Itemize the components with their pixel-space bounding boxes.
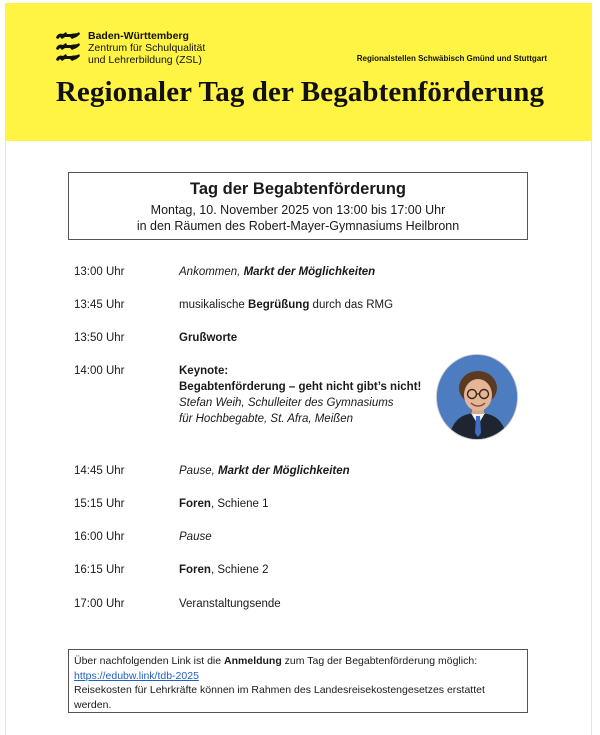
schedule-desc: [179, 297, 469, 313]
zsl-logo: [55, 30, 205, 66]
schedule-desc: [179, 496, 469, 512]
desc-part: Markt der Möglichkeiten: [243, 266, 376, 278]
org-line-1: Baden-Württemberg: [88, 30, 189, 42]
event-location: in den Räumen des Robert-Mayer-Gymnasiums Heilbronn: [136, 219, 460, 233]
schedule-time: 15:15 Uhr: [74, 498, 125, 510]
schedule-desc: Pause: [179, 531, 212, 543]
event-title: Tag der Begabtenförderung: [189, 180, 407, 198]
keynote-title: Begabtenförderung – geht nicht gibt’s nicht!: [179, 381, 422, 393]
registration-text: [74, 654, 522, 669]
desc-part: Foren: [179, 564, 211, 576]
lions-icon: [55, 31, 81, 62]
schedule-time: 14:00 Uhr: [74, 365, 125, 377]
schedule-time: 14:45 Uhr: [74, 465, 125, 477]
speaker-photo: [436, 354, 518, 440]
schedule-time: 16:00 Uhr: [74, 531, 125, 543]
travel-costs-text: Reisekosten für Lehrkräfte können im Rahmen des Landesreisekostengesetzes erstattet werden.: [74, 684, 485, 711]
desc-part: , Schiene 2: [210, 564, 269, 576]
desc-part: Ankommen,: [179, 266, 244, 278]
schedule-desc: [179, 264, 469, 280]
schedule-desc: [179, 363, 479, 427]
schedule-time: 16:15 Uhr: [74, 564, 125, 576]
desc-part: Markt der Möglichkeiten: [218, 465, 350, 477]
regional-offices: Regionalstellen Schwäbisch Gmünd und Stuttgart: [356, 54, 547, 63]
info-part: Anmeldung: [224, 655, 282, 667]
desc-part: durch das RMG: [309, 299, 394, 311]
page-title: Regionaler Tag der Begabtenförderung: [55, 76, 545, 108]
desc-part: Begrüßung: [248, 299, 310, 311]
schedule-desc: [179, 463, 469, 479]
schedule-desc: [179, 562, 469, 578]
registration-info-box: [68, 649, 528, 713]
desc-part: Foren: [179, 498, 211, 510]
schedule-desc: Grußworte: [179, 332, 238, 344]
schedule-time: 13:00 Uhr: [74, 266, 125, 278]
keynote-label: Keynote:: [179, 365, 229, 377]
keynote-speaker: Stefan Weih, Schulleiter des Gymnasiums: [179, 397, 394, 409]
event-date: Montag, 10. November 2025 von 13:00 bis 17:00 Uhr: [150, 203, 446, 217]
desc-part: , Schiene 1: [210, 498, 269, 510]
desc-part: musikalische: [179, 299, 249, 311]
event-summary-box: [68, 172, 528, 240]
schedule-time: 17:00 Uhr: [74, 598, 125, 610]
keynote-speaker-school: für Hochbegabte, St. Afra, Meißen: [179, 413, 354, 425]
registration-link[interactable]: https://edubw.link/tdb-2025: [74, 669, 199, 682]
schedule-desc: Veranstaltungsende: [179, 598, 281, 610]
schedule-time: 13:45 Uhr: [74, 299, 125, 311]
desc-part: Pause,: [179, 465, 218, 477]
info-part: Über nachfolgenden Link ist die: [74, 655, 225, 667]
org-line-2: Zentrum für Schulqualität: [88, 42, 206, 54]
schedule-time: 13:50 Uhr: [74, 332, 125, 344]
org-name: [88, 30, 205, 66]
info-part: zum Tag der Begabtenförderung möglich:: [281, 655, 478, 667]
org-line-3: und Lehrerbildung (ZSL): [88, 54, 202, 66]
header-banner: [5, 3, 592, 141]
